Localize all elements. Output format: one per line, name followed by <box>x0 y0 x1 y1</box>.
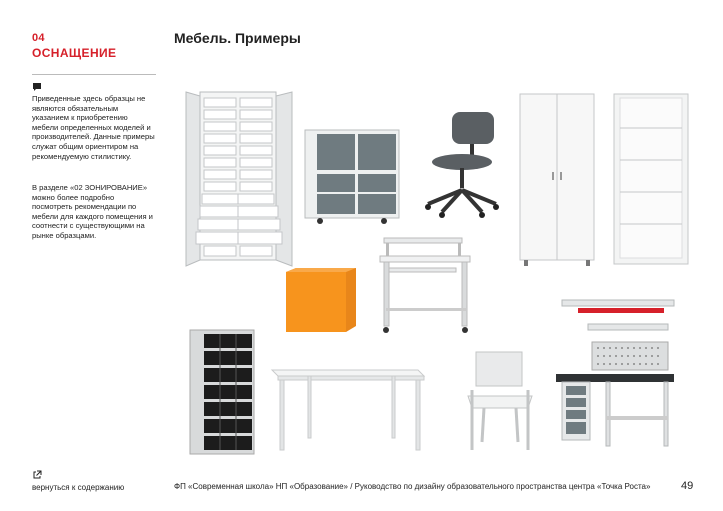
back-to-contents-label: вернуться к содержанию <box>32 483 125 492</box>
white-chair-image <box>458 346 542 458</box>
page-number: 49 <box>681 480 694 492</box>
white-table-image <box>268 362 428 454</box>
sidebar-divider <box>32 74 156 75</box>
drawer-unit-image <box>302 126 402 226</box>
open-shelf-image <box>608 92 692 268</box>
black-drawer-cabinet-image <box>186 326 260 460</box>
sidebar-note-paragraph-1: Приведенные здесь образцы не являются обязательным указанием к приобретению мебели определенных моделей и производителей. Данные примеры служат общим ориентиром на рекомендуемую стилистику. <box>32 94 155 161</box>
sidebar-note-paragraph-2: В разделе «02 ЗОНИРОВАНИЕ» можно более подробно посмотреть рекомендации по мебели для каждого помещения и соотнести с существующими на рынке образцами. <box>32 183 153 240</box>
page-title: Мебель. Примеры <box>174 30 301 46</box>
computer-desk-image <box>376 234 474 340</box>
drawer-cabinet-image <box>180 88 298 270</box>
external-link-icon <box>32 470 42 480</box>
orange-cube-image <box>282 266 360 336</box>
workbench-image <box>552 296 682 456</box>
footer-caption: ФП «Современная школа» НП «Образование» / Руководство по дизайну образовательного пространства центра «Точка Роста» <box>174 482 651 491</box>
section-title: ОСНАЩЕНИЕ <box>32 46 117 60</box>
office-chair-image <box>422 108 506 222</box>
back-to-contents-link[interactable] <box>32 470 124 492</box>
section-number: 04 <box>32 32 45 44</box>
wardrobe-image <box>516 92 598 270</box>
speech-bubble-icon <box>32 82 42 92</box>
